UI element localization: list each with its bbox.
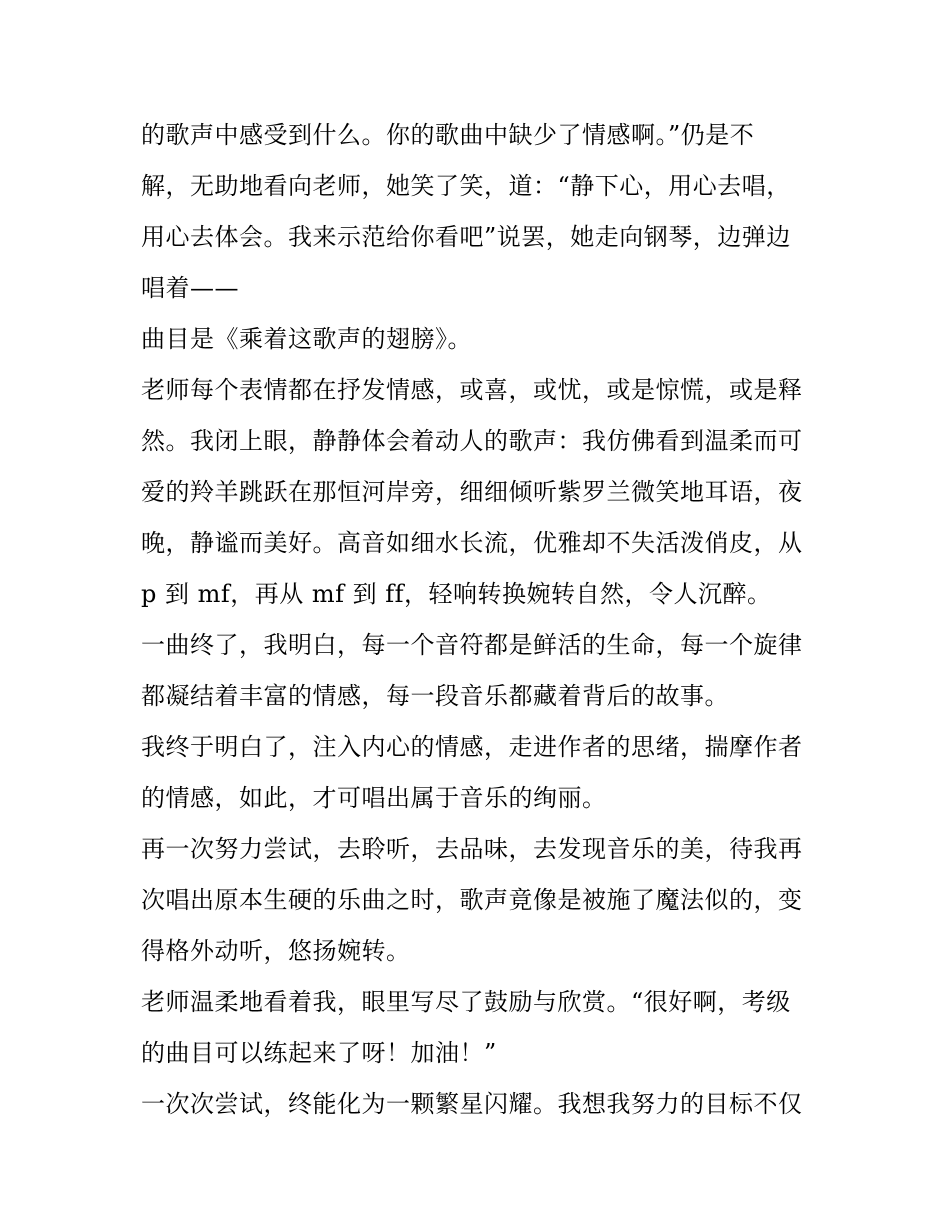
text-line: 曲目是《乘着这歌声的翅膀》。	[141, 325, 472, 353]
text-line: 再一次努力尝试，去聆听，去品味，去发现音乐的美，待我再	[141, 835, 803, 863]
text-line: 爱的羚羊跳跃在那恒河岸旁，细细倾听紫罗兰微笑地耳语，夜	[141, 478, 803, 506]
text-line: 老师每个表情都在抒发情感，或喜，或忧，或是惊慌，或是释	[141, 376, 803, 404]
text-line: 解，无助地看向老师，她笑了笑，道：“静下心，用心去唱，	[141, 172, 791, 200]
text-line: 次唱出原本生硬的乐曲之时，歌声竟像是被施了魔法似的，变	[141, 886, 803, 914]
text-line: 晚，静谧而美好。高音如细水长流，优雅却不失活泼俏皮，从	[141, 529, 803, 557]
text-line: 然。我闭上眼，静静体会着动人的歌声：我仿佛看到温柔而可	[141, 427, 803, 455]
text-line: 都凝结着丰富的情感，每一段音乐都藏着背后的故事。	[141, 682, 729, 710]
text-line: 一次次尝试，终能化为一颗繁星闪耀。我想我努力的目标不仅	[141, 1090, 803, 1118]
text-line: 用心去体会。我来示范给你看吧”说罢，她走向钢琴，边弹边	[141, 223, 791, 251]
text-line: 老师温柔地看着我，眼里写尽了鼓励与欣赏。“很好啊，考级	[141, 988, 791, 1016]
text-line: 的情感，如此，才可唱出属于音乐的绚丽。	[141, 784, 607, 812]
text-line: 一曲终了，我明白，每一个音符都是鲜活的生命，每一个旋律	[141, 631, 803, 659]
body-text	[141, 110, 817, 1130]
text-line: p 到 mf，再从 mf 到 ff，轻响转换婉转自然，令人沉醉。	[141, 580, 772, 608]
text-line: 唱着——	[141, 274, 239, 302]
text-line: 我终于明白了，注入内心的情感，走进作者的思绪，揣摩作者	[141, 733, 803, 761]
text-line: 的歌声中感受到什么。你的歌曲中缺少了情感啊。”仍是不	[141, 121, 755, 149]
text-line: 得格外动听，悠扬婉转。	[141, 937, 411, 965]
text-line: 的曲目可以练起来了呀！加油！”	[141, 1039, 497, 1067]
